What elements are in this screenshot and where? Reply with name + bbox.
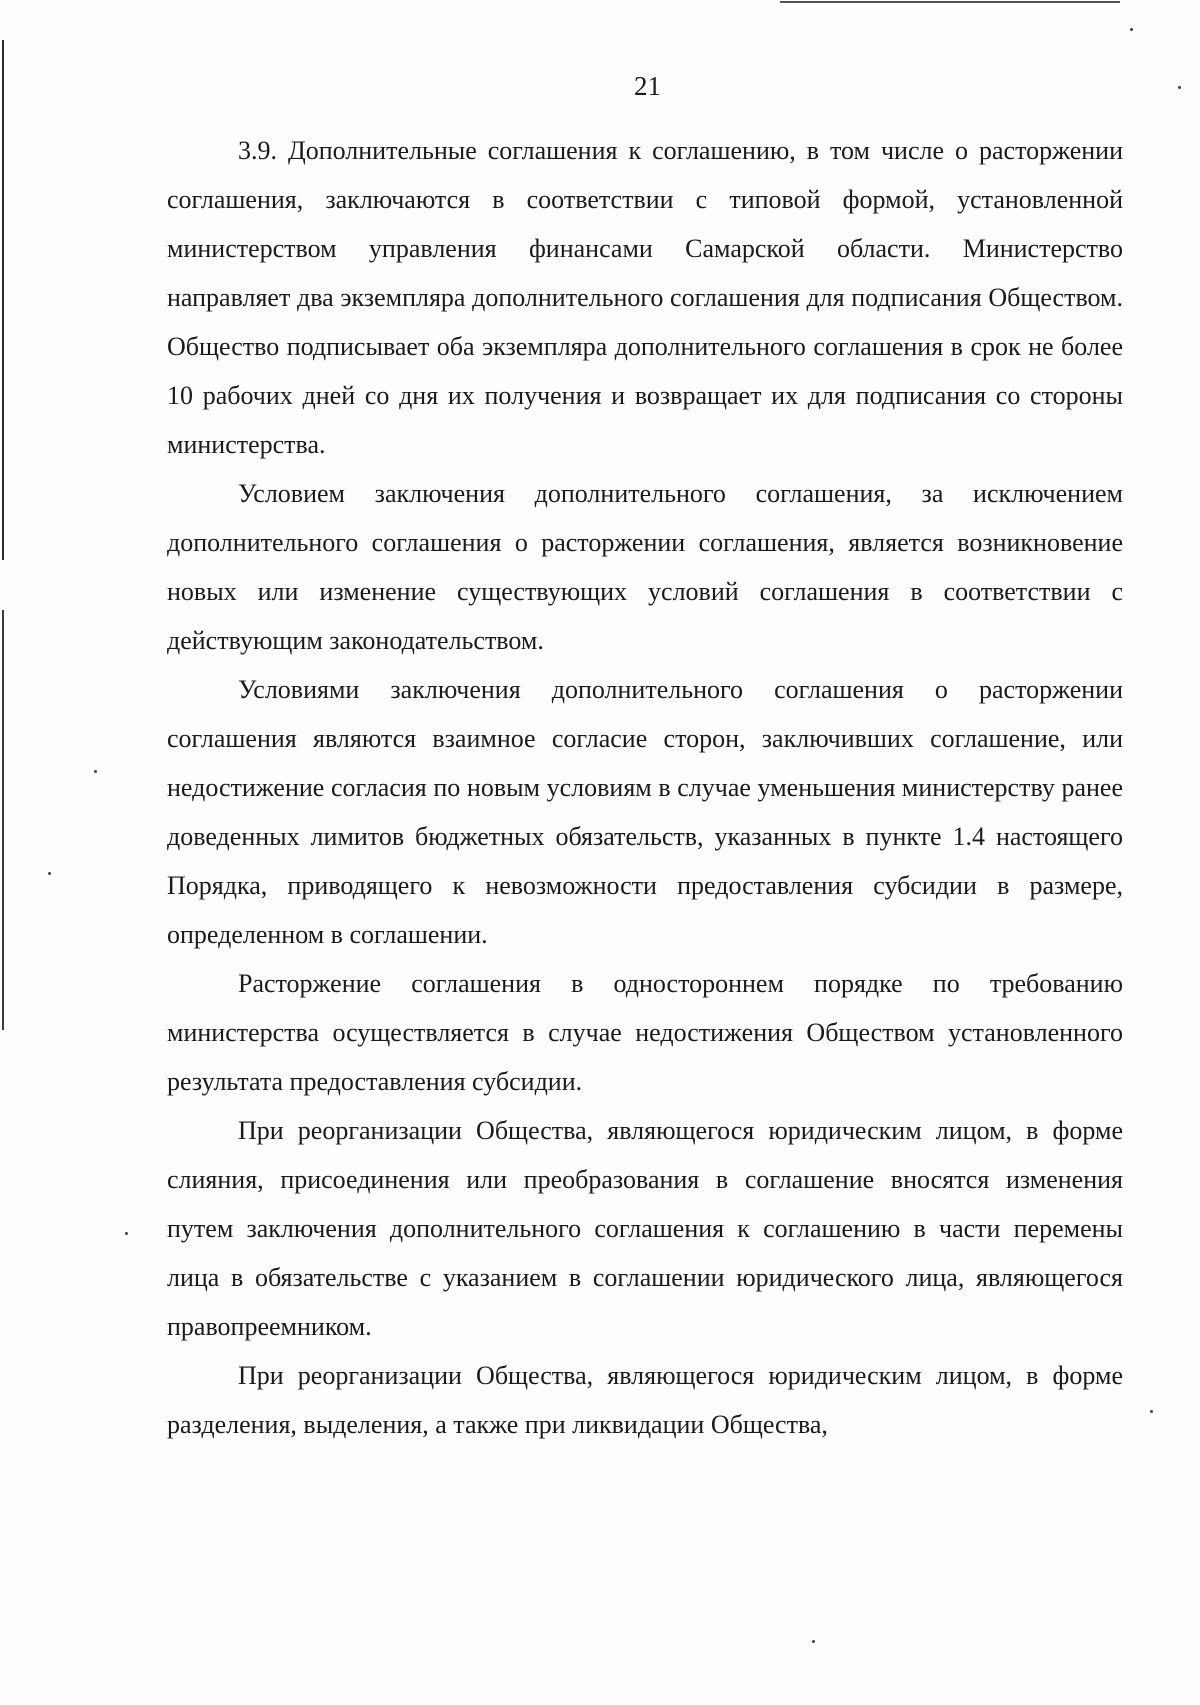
scan-speck xyxy=(1150,1410,1153,1413)
paragraph-termination-conditions: Условиями заключения дополнительного соглашения о расторжении соглашения являются взаимное согласие сторон, заключивших соглашение, или недостижение согласия по новым условиям в случае уменьшения министерству ранее доведенных лимитов бюджетных обязательств, указанных в пункте 1.4 настоящего Порядка, приводящего к невозможности предоставления субсидии в размере, определенном в соглашении. xyxy=(167,675,1123,949)
scan-speck xyxy=(48,872,51,875)
scan-speck xyxy=(812,1640,815,1643)
scan-margin-line xyxy=(2,610,4,1030)
paragraph-unilateral-termination: Расторжение соглашения в одностороннем порядке по требованию министерства осуществляется в случае недостижения Обществом установленного результата предоставления субсидии. xyxy=(167,969,1123,1096)
scan-edge-line xyxy=(780,1,1120,3)
scan-speck xyxy=(94,770,97,773)
paragraph-reorganization-division: При реорганизации Общества, являющегося юридическим лицом, в форме разделения, выделения, а также при ликвидации Общества, xyxy=(167,1361,1123,1439)
scan-margin-line xyxy=(2,40,4,560)
page-number: 21 xyxy=(634,71,661,101)
document-body xyxy=(167,126,1123,1449)
scan-speck xyxy=(1130,28,1133,31)
paragraph-conditions: Условием заключения дополнительного соглашения, за исключением дополнительного соглашения о расторжении соглашения, является возникновение новых или изменение существующих условий соглашения в соответствии с действующим законодательством. xyxy=(167,479,1123,655)
scan-speck xyxy=(125,1232,128,1235)
paragraph-3-9: 3.9. Дополнительные соглашения к соглашению, в том числе о расторжении соглашения, заключаются в соответствии с типовой формой, установленной министерством управления финансами Самарской области. Министерство направляет два экземпляра дополнительного соглашения для подписания Обществом. Общество подписывает оба экземпляра дополнительного соглашения в срок не более 10 рабочих дней со дня их получения и возвращает их для подписания со стороны министерства. xyxy=(167,136,1123,459)
paragraph-reorganization-merger: При реорганизации Общества, являющегося юридическим лицом, в форме слияния, присоединения или преобразования в соглашение вносятся изменения путем заключения дополнительного соглашения к соглашению в части перемены лица в обязательстве с указанием в соглашении юридического лица, являющегося правопреемником. xyxy=(167,1116,1123,1341)
